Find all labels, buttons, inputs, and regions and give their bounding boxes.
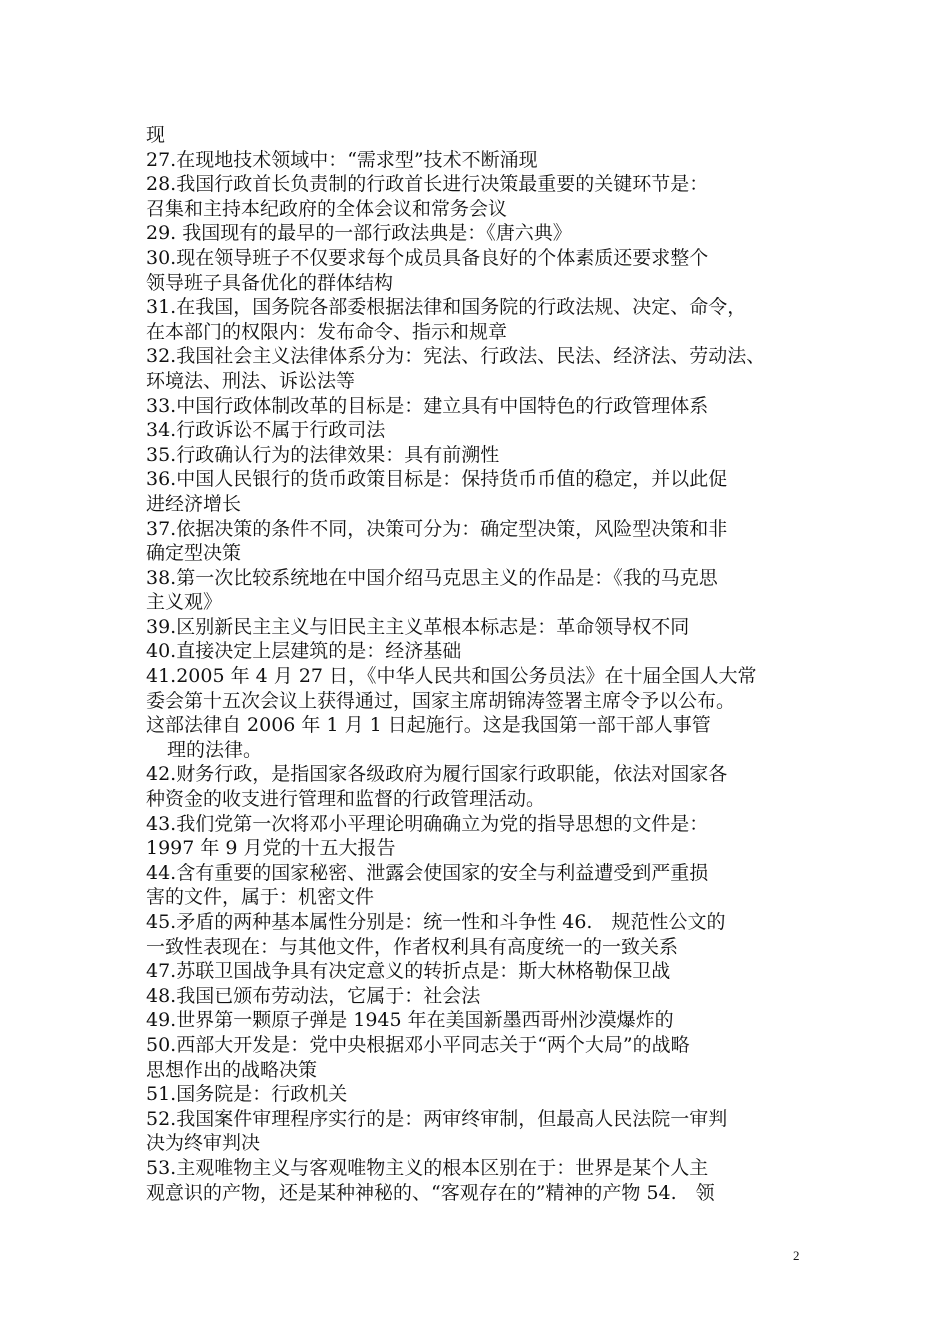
text-line: 在本部门的权限内：发布命令、指示和规章 xyxy=(146,320,508,343)
text-line: 确定型决策 xyxy=(146,542,242,565)
text-line: 38.第一次比较系统地在中国介绍马克思主义的作品是：《我的马克思 xyxy=(146,566,718,589)
text-line: 种资金的收支进行管理和监督的行政管理活动。 xyxy=(146,788,546,811)
text-line: 进经济增长 xyxy=(146,492,242,515)
text-line: 主义观》 xyxy=(146,591,223,614)
text-line: 53.主观唯物主义与客观唯物主义的根本区别在于：世界是某个人主 xyxy=(146,1156,709,1179)
text-line: 领导班子具备优化的群体结构 xyxy=(146,271,394,294)
text-line: 37.依据决策的条件不同，决策可分为：确定型决策，风险型决策和非 xyxy=(146,517,728,540)
text-line: 决为终审判决 xyxy=(146,1132,261,1155)
text-line: 观意识的产物，还是某种神秘的、“客观存在的”精神的产物 54. 领 xyxy=(146,1181,715,1204)
text-line: 召集和主持本纪政府的全体会议和常务会议 xyxy=(146,197,508,220)
page-number: 2 xyxy=(793,1248,800,1263)
text-line: 委会第十五次会议上获得通过，国家主席胡锦涛签署主席令予以公布。 xyxy=(146,689,736,712)
document-body xyxy=(146,123,836,1205)
text-line: 环境法、刑法、诉讼法等 xyxy=(146,369,356,392)
text-line: 现 xyxy=(146,124,166,146)
text-line: 50.西部大开发是：党中央根据邓小平同志关于“两个大局”的战略 xyxy=(146,1033,690,1056)
text-line: 42.财务行政，是指国家各级政府为履行国家行政职能，依法对国家各 xyxy=(146,763,728,786)
text-line: 33.中国行政体制改革的目标是：建立具有中国特色的行政管理体系 xyxy=(146,394,709,417)
text-line: 35.行政确认行为的法律效果：具有前溯性 xyxy=(146,443,500,466)
text-line: 思想作出的战略决策 xyxy=(146,1058,318,1081)
text-line: 47.苏联卫国战争具有决定意义的转折点是：斯大林格勒保卫战 xyxy=(146,960,671,983)
text-line: 28.我国行政首长负责制的行政首长进行决策最重要的关键环节是： xyxy=(146,173,709,196)
text-line: 32.我国社会主义法律体系分为：宪法、行政法、民法、经济法、劳动法、 xyxy=(146,345,766,368)
text-line: 30.现在领导班子不仅要求每个成员具备良好的个体素质还要求整个 xyxy=(146,246,709,269)
text-line: 害的文件，属于：机密文件 xyxy=(146,886,375,909)
text-line: 49.世界第一颗原子弹是 1945 年在美国新墨西哥州沙漠爆炸的 xyxy=(146,1009,674,1032)
text-line: 41.2005 年 4 月 27 日，《中华人民共和国公务员法》在十届全国人大常 xyxy=(146,665,757,688)
text-line: 36.中国人民银行的货币政策目标是：保持货币币值的稳定，并以此促 xyxy=(146,468,728,491)
text-line: 48.我国已颁布劳动法，它属于：社会法 xyxy=(146,984,481,1007)
text-line: 34.行政诉讼不属于行政司法 xyxy=(146,419,386,442)
text-line: 51.国务院是：行政机关 xyxy=(146,1083,348,1106)
text-line: 39.区别新民主主义与旧民主主义革根本标志是：革命领导权不同 xyxy=(146,615,690,638)
text-line: 43.我们党第一次将邓小平理论明确确立为党的指导思想的文件是： xyxy=(146,812,709,835)
text-line: 这部法律自 2006 年 1 月 1 日起施行。这是我国第一部干部人事管 xyxy=(146,714,711,737)
text-line: 45.矛盾的两种基本属性分别是：统一性和斗争性 46. 规范性公文的 xyxy=(146,911,726,933)
text-line: 29. 我国现有的最早的一部行政法典是：《唐六典》 xyxy=(146,222,572,245)
text-line: 31.在我国，国务院各部委根据法律和国务院的行政法规、决定、命令， xyxy=(146,296,747,319)
text-line: 理的法律。 xyxy=(167,738,263,761)
text-line: 1997 年 9 月党的十五大报告 xyxy=(146,837,396,860)
text-line: 40.直接决定上层建筑的是：经济基础 xyxy=(146,640,462,663)
text-line: 一致性表现在：与其他文件，作者权利具有高度统一的一致关系 xyxy=(146,935,679,958)
text-line: 44.含有重要的国家秘密、泄露会使国家的安全与利益遭受到严重损 xyxy=(146,861,709,884)
text-line: 52.我国案件审理程序实行的是：两审终审制，但最高人民法院一审判 xyxy=(146,1107,728,1130)
text-line: 27.在现地技术领域中：“需求型”技术不断涌现 xyxy=(146,148,538,171)
